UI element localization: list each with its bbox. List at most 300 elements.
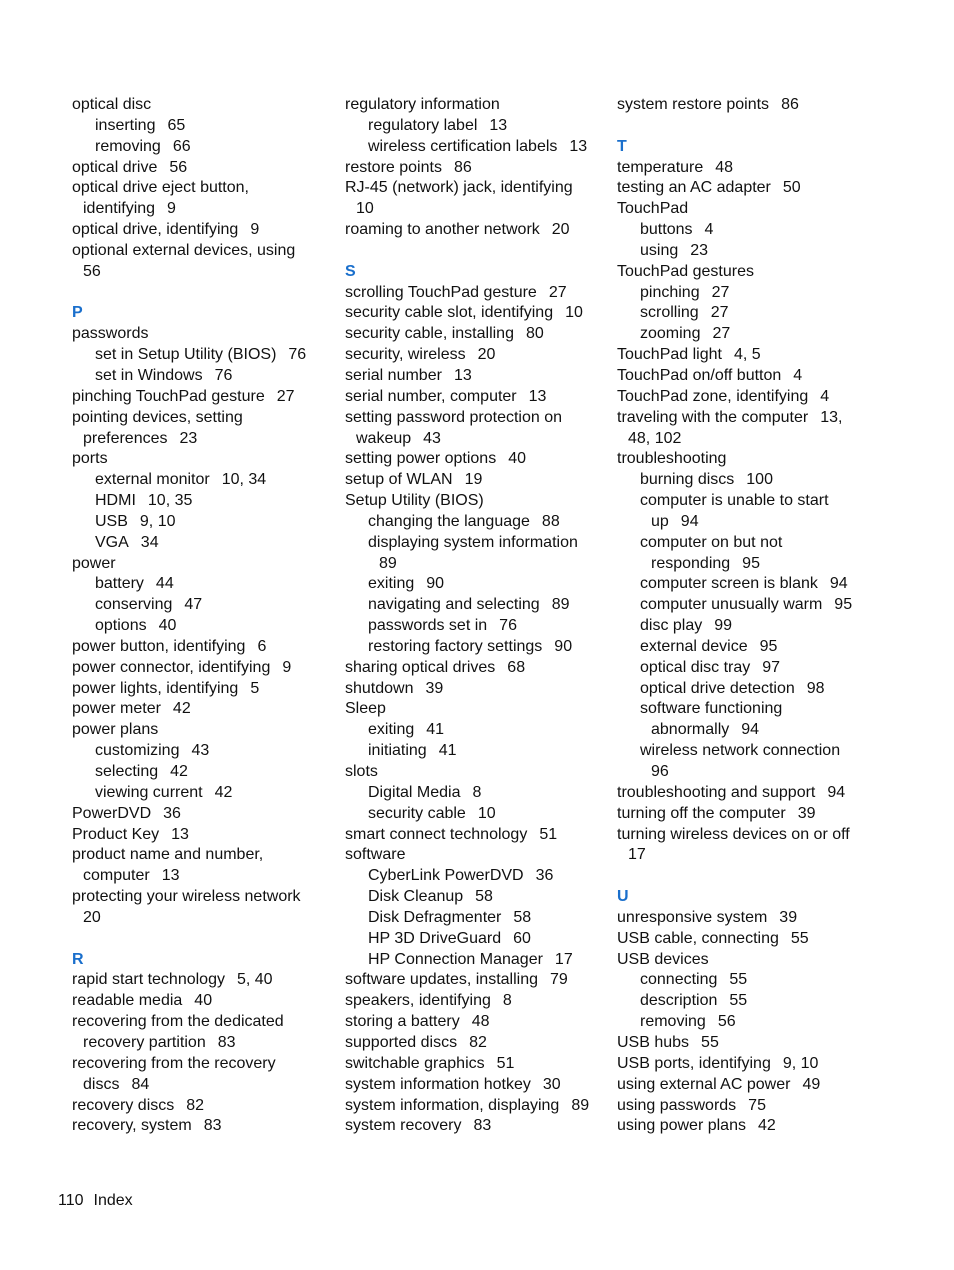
index-entry	[617, 262, 879, 283]
index-term: computer screen is blank	[640, 575, 818, 593]
index-term: recovering from the recovery	[72, 1054, 276, 1072]
index-page-ref[interactable]: 40	[194, 992, 213, 1010]
index-entry	[345, 449, 607, 470]
index-entry	[617, 1033, 879, 1054]
page-footer	[58, 1191, 133, 1211]
index-page-ref[interactable]: 13,	[820, 408, 843, 426]
index-page-ref[interactable]: 76	[214, 366, 233, 384]
index-term: zooming	[640, 325, 701, 343]
index-page-ref[interactable]: 68	[507, 658, 526, 676]
index-term: pinching TouchPad gesture	[72, 387, 265, 405]
index-page-ref[interactable]: 56	[169, 158, 188, 176]
index-subentry	[617, 699, 879, 720]
index-subentry	[345, 533, 607, 554]
index-term: navigating and selecting	[368, 596, 540, 614]
index-page-ref[interactable]: 23	[179, 429, 198, 447]
index-term: roaming to another network	[345, 221, 540, 239]
index-entry	[345, 1075, 607, 1096]
index-page-ref[interactable]: 49	[802, 1075, 821, 1093]
index-entry	[617, 449, 879, 470]
index-subentry	[617, 554, 879, 575]
index-page-ref[interactable]: 97	[762, 658, 781, 676]
index-entry	[345, 408, 607, 429]
index-term: optical drive, identifying	[72, 221, 239, 239]
index-page-ref[interactable]: 20	[477, 346, 496, 364]
index-page-ref[interactable]: 39	[779, 908, 798, 926]
index-page-ref[interactable]: 10	[477, 804, 496, 822]
index-entry	[617, 1116, 879, 1137]
index-subentry	[345, 783, 607, 804]
index-term: protecting your wireless network	[72, 888, 301, 906]
index-subentry	[72, 491, 334, 512]
index-page-ref[interactable]: 51	[539, 825, 558, 843]
index-subentry	[617, 595, 879, 616]
index-term: speakers, identifying	[345, 992, 491, 1010]
index-subentry	[345, 804, 607, 825]
index-entry-continuation	[72, 908, 334, 929]
index-entry-continuation	[72, 429, 334, 450]
index-page-ref[interactable]: 99	[714, 617, 733, 635]
index-term: setting power options	[345, 450, 497, 468]
index-subentry	[72, 512, 334, 533]
index-term: 10	[356, 200, 374, 218]
index-term: recovery, system	[72, 1117, 192, 1135]
index-page-ref[interactable]: 82	[186, 1096, 205, 1114]
index-term: TouchPad	[617, 200, 689, 218]
index-entry	[72, 387, 334, 408]
index-term: restoring factory settings	[368, 637, 543, 655]
index-page-ref[interactable]: 4	[820, 387, 830, 405]
index-page-ref[interactable]: 43	[423, 429, 441, 447]
index-entry	[72, 845, 334, 866]
index-term: recovery discs	[72, 1096, 175, 1114]
index-term: battery	[95, 575, 144, 593]
index-page-ref[interactable]: 30	[542, 1075, 561, 1093]
index-entry	[72, 449, 334, 470]
index-page-ref[interactable]: 95	[834, 596, 853, 614]
index-subentry	[345, 950, 607, 971]
index-subentry	[617, 241, 879, 262]
index-entry-continuation	[72, 866, 334, 887]
index-subentry	[617, 679, 879, 700]
index-page-ref[interactable]: 20	[551, 221, 570, 239]
index-page-ref[interactable]: 42	[214, 783, 233, 801]
index-page-ref[interactable]: 56	[717, 1013, 736, 1031]
index-subentry	[72, 616, 334, 637]
index-page-ref[interactable]: 39	[797, 804, 816, 822]
index-page-ref[interactable]: 42	[172, 700, 191, 718]
index-term: removing	[95, 137, 161, 155]
index-term: VGA	[95, 533, 129, 551]
index-subentry	[72, 470, 334, 491]
index-term: USB cable, connecting	[617, 929, 779, 947]
index-page-ref[interactable]: 13	[161, 867, 180, 885]
index-term: serial number	[345, 366, 442, 384]
index-entry	[345, 1096, 607, 1117]
index-page-ref[interactable]: 36	[535, 867, 554, 885]
index-term: TouchPad zone, identifying	[617, 387, 809, 405]
index-page-ref[interactable]: 48	[471, 1013, 490, 1031]
index-term: external device	[640, 637, 748, 655]
index-page-ref[interactable]: 100	[746, 471, 773, 489]
index-subentry	[617, 303, 879, 324]
index-page-ref[interactable]: 39	[425, 679, 444, 697]
index-page-ref[interactable]: 6	[257, 637, 267, 655]
index-term: 17	[628, 846, 646, 864]
index-term: Setup Utility (BIOS)	[345, 492, 484, 510]
index-entry-continuation	[72, 1033, 334, 1054]
index-page-ref[interactable]: 9, 10	[139, 512, 176, 530]
index-page-ref[interactable]: 17	[554, 950, 573, 968]
index-subentry	[345, 720, 607, 741]
index-term: rapid start technology	[72, 971, 225, 989]
index-term: viewing current	[95, 783, 203, 801]
index-subentry	[345, 116, 607, 137]
index-subentry	[617, 324, 879, 345]
index-term: CyberLink PowerDVD	[368, 867, 524, 885]
index-entry	[72, 220, 334, 241]
section-spacer	[617, 866, 879, 887]
index-term: optical drive detection	[640, 679, 795, 697]
index-page-ref[interactable]: 8	[472, 783, 482, 801]
index-page-ref[interactable]: 10, 35	[147, 492, 193, 510]
index-page-ref[interactable]: 5, 40	[236, 971, 273, 989]
index-page-ref[interactable]: 76	[499, 617, 517, 635]
index-term: scrolling TouchPad gesture	[345, 283, 537, 301]
index-page-ref[interactable]: 89	[571, 1096, 590, 1114]
index-term: slots	[345, 763, 378, 780]
index-subentry	[345, 908, 607, 929]
index-page-ref[interactable]: 42	[170, 763, 188, 780]
index-subentry	[617, 720, 879, 741]
section-spacer	[72, 283, 334, 304]
index-page-ref[interactable]: 27	[276, 387, 295, 405]
index-term: troubleshooting	[617, 450, 727, 468]
index-entry	[72, 324, 334, 345]
index-entry	[345, 470, 607, 491]
index-entry	[345, 324, 607, 345]
index-entry	[617, 908, 879, 929]
index-term: optical drive	[72, 158, 158, 176]
index-term: restore points	[345, 158, 442, 176]
index-entry-continuation	[72, 1075, 334, 1096]
index-term: wireless certification labels	[368, 137, 558, 155]
index-term: computer on but not	[640, 533, 783, 551]
index-term: responding	[651, 554, 731, 572]
index-page-ref[interactable]: 40	[158, 617, 177, 635]
index-entry	[617, 929, 879, 950]
index-term: ports	[72, 450, 108, 468]
index-term: Digital Media	[368, 783, 461, 801]
index-term: system information hotkey	[345, 1075, 531, 1093]
index-page-ref[interactable]: 27	[712, 325, 731, 343]
index-subentry	[345, 595, 607, 616]
index-page-ref[interactable]: 83	[217, 1033, 236, 1051]
index-term: security cable slot, identifying	[345, 304, 554, 322]
index-page-ref[interactable]: 95	[759, 637, 778, 655]
section-spacer	[617, 116, 879, 137]
index-entry	[617, 366, 879, 387]
index-page-ref[interactable]: 76	[288, 346, 307, 364]
index-entry-continuation	[345, 429, 607, 450]
index-term: testing an AC adapter	[617, 179, 771, 197]
index-page-ref[interactable]: 60	[513, 929, 531, 947]
index-page-ref[interactable]: 4	[793, 366, 803, 384]
index-page-ref[interactable]: 94	[741, 721, 760, 739]
index-page-ref[interactable]: 66	[172, 137, 191, 155]
index-subentry	[617, 637, 879, 658]
section-spacer	[72, 929, 334, 950]
index-entry	[617, 1054, 879, 1075]
index-page-ref[interactable]: 47	[184, 596, 203, 614]
index-entry	[72, 679, 334, 700]
index-page-ref[interactable]: 13	[528, 387, 547, 405]
index-page-ref[interactable]: 27	[711, 283, 730, 301]
index-page-ref[interactable]: 4, 5	[733, 346, 761, 364]
index-term: 48, 102	[628, 429, 682, 447]
index-letter-heading: P	[72, 304, 83, 322]
index-term: system restore points	[617, 96, 770, 113]
index-page-ref[interactable]: 42	[757, 1117, 776, 1135]
index-subentry	[617, 533, 879, 554]
index-page-ref[interactable]: 10, 34	[221, 471, 267, 489]
index-page-ref[interactable]: 80	[525, 325, 544, 343]
index-entry-continuation	[72, 199, 334, 220]
index-term: displaying system information	[368, 533, 578, 551]
index-page-ref[interactable]: 13	[171, 825, 189, 843]
index-page-ref[interactable]: 41	[426, 721, 445, 739]
index-page-ref[interactable]: 19	[464, 471, 483, 489]
index-letter-heading: U	[617, 888, 629, 906]
index-entry	[72, 970, 334, 991]
index-page-ref[interactable]: 90	[554, 637, 573, 655]
index-term: identifying	[83, 200, 156, 218]
index-page-ref[interactable]: 44	[155, 575, 174, 593]
index-term: computer unusually warm	[640, 596, 823, 614]
index-entry	[617, 408, 879, 429]
index-subentry	[617, 658, 879, 679]
index-subentry	[617, 762, 879, 783]
index-entry	[345, 679, 607, 700]
index-term: using external AC power	[617, 1075, 791, 1093]
index-term: power button, identifying	[72, 637, 246, 655]
index-entry	[345, 699, 607, 720]
index-term: selecting	[95, 763, 159, 780]
index-page-ref[interactable]: 36	[163, 804, 181, 822]
index-term: TouchPad on/off button	[617, 366, 782, 384]
index-term: changing the language	[368, 512, 530, 530]
index-term: storing a battery	[345, 1013, 460, 1031]
index-entry	[72, 1054, 334, 1075]
index-page-ref[interactable]: 98	[806, 679, 825, 697]
index-term: computer	[83, 867, 150, 885]
index-subentry	[72, 366, 334, 387]
index-letter-heading: T	[617, 137, 627, 155]
index-page-ref[interactable]: 9	[167, 200, 176, 218]
index-term: temperature	[617, 158, 704, 176]
index-term: system information, displaying	[345, 1096, 560, 1114]
index-page-ref[interactable]: 82	[469, 1033, 487, 1051]
index-entry	[72, 1012, 334, 1033]
index-term: recovering from the dedicated	[72, 1013, 284, 1031]
index-page-ref[interactable]: 4	[704, 221, 714, 239]
index-page-ref[interactable]: 13	[453, 366, 472, 384]
index-entry	[345, 1033, 607, 1054]
index-subentry	[617, 970, 879, 991]
index-page-ref[interactable]: 83	[203, 1117, 222, 1135]
index-page-ref[interactable]: 75	[748, 1096, 766, 1114]
index-page-ref[interactable]: 43	[191, 742, 210, 760]
index-page-ref[interactable]: 94	[680, 512, 699, 530]
index-subentry	[72, 762, 334, 783]
index-term: regulatory label	[368, 116, 478, 134]
index-term: conserving	[95, 596, 173, 614]
index-page-ref[interactable]: 41	[438, 742, 457, 760]
index-term: optical drive eject button,	[72, 179, 249, 197]
index-page-ref[interactable]: 10	[565, 304, 583, 322]
index-entry	[72, 804, 334, 825]
index-entry	[72, 1116, 334, 1137]
index-subentry	[345, 616, 607, 637]
index-page-ref[interactable]: 55	[729, 971, 748, 989]
index-entry	[345, 366, 607, 387]
index-term: optical disc tray	[640, 658, 751, 676]
index-page-ref[interactable]: 34	[140, 533, 159, 551]
index-term: options	[95, 617, 147, 635]
index-entry	[72, 991, 334, 1012]
index-term: readable media	[72, 992, 183, 1010]
index-entry	[72, 178, 334, 199]
index-page-ref[interactable]: 55	[701, 1033, 719, 1051]
index-page-ref[interactable]: 89	[551, 596, 570, 614]
index-subentry	[72, 595, 334, 616]
index-page-ref[interactable]: 50	[782, 179, 801, 197]
index-letter-heading: R	[72, 950, 84, 968]
index-page-ref[interactable]: 94	[829, 575, 848, 593]
index-term: computer is unable to start	[640, 492, 829, 510]
index-term: connecting	[640, 971, 718, 989]
index-page-ref[interactable]: 27	[548, 283, 567, 301]
index-term: optional external devices, using	[72, 241, 296, 259]
index-term: passwords	[72, 325, 149, 343]
index-page-ref[interactable]: 83	[473, 1117, 492, 1135]
index-term: software functioning	[640, 700, 783, 718]
index-subentry	[617, 491, 879, 512]
index-entry	[617, 825, 879, 846]
index-term: USB	[95, 512, 128, 530]
index-page-ref[interactable]: 9	[282, 658, 292, 676]
index-page-ref[interactable]: 27	[710, 304, 729, 322]
index-entry	[345, 491, 607, 512]
index-term: 89	[379, 554, 397, 572]
index-term: using	[640, 241, 679, 259]
index-term: power lights, identifying	[72, 679, 239, 697]
index-page-ref[interactable]: 65	[167, 116, 186, 134]
index-entry-continuation	[617, 429, 879, 450]
index-page-ref[interactable]: 40	[508, 450, 526, 468]
index-subentry	[345, 887, 607, 908]
index-term: setting password protection on	[345, 408, 563, 426]
index-entry	[345, 1012, 607, 1033]
index-page-ref[interactable]: 90	[426, 575, 445, 593]
index-term: customizing	[95, 742, 180, 760]
index-term: shutdown	[345, 679, 414, 697]
index-subentry	[72, 137, 334, 158]
index-term: using power plans	[617, 1117, 746, 1135]
index-term: wireless network connection	[640, 742, 841, 760]
index-term: supported discs	[345, 1033, 458, 1051]
index-entry	[345, 1116, 607, 1137]
index-page-ref[interactable]: 13	[489, 116, 508, 134]
index-entry	[617, 950, 879, 971]
index-page-ref[interactable]: 8	[502, 992, 512, 1010]
index-page-ref[interactable]: 55	[729, 992, 748, 1010]
index-entry	[72, 720, 334, 741]
index-term: removing	[640, 1013, 706, 1031]
index-term: PowerDVD	[72, 804, 152, 822]
index-page-ref[interactable]: 48	[715, 158, 734, 176]
index-page-ref[interactable]: 9	[250, 221, 260, 239]
index-entry	[72, 241, 334, 262]
index-page-ref[interactable]: 94	[827, 783, 846, 801]
index-term: pointing devices, setting	[72, 408, 243, 426]
index-page-ref[interactable]: 5	[250, 679, 260, 697]
index-page-ref[interactable]: 95	[742, 554, 760, 572]
index-page-ref[interactable]: 13	[569, 137, 588, 155]
footer-page-number: 110	[58, 1192, 84, 1209]
index-subentry	[617, 991, 879, 1012]
index-letter-heading: S	[345, 262, 356, 280]
index-term: system recovery	[345, 1117, 462, 1135]
index-term: Disk Cleanup	[368, 888, 464, 906]
index-term: regulatory information	[345, 96, 500, 113]
index-entry-continuation	[617, 845, 879, 866]
index-page-ref[interactable]: 23	[690, 241, 709, 259]
index-subentry	[345, 574, 607, 595]
index-term: power	[72, 554, 116, 572]
index-term: power connector, identifying	[72, 658, 271, 676]
index-page-ref[interactable]: 86	[453, 158, 472, 176]
index-term: 20	[83, 908, 101, 926]
index-page-ref[interactable]: 86	[781, 96, 799, 113]
index-page-ref[interactable]: 55	[790, 929, 809, 947]
index-entry	[345, 158, 607, 179]
index-term: USB hubs	[617, 1033, 690, 1051]
index-subentry	[617, 283, 879, 304]
index-term: HDMI	[95, 492, 136, 510]
index-page-ref[interactable]: 88	[541, 512, 560, 530]
index-term: passwords set in	[368, 617, 488, 635]
index-page-ref[interactable]: 58	[513, 908, 532, 926]
index-entry	[617, 95, 879, 116]
index-term: HP 3D DriveGuard	[368, 929, 502, 947]
index-entry	[72, 408, 334, 429]
index-term: preferences	[83, 429, 168, 447]
index-subentry	[72, 741, 334, 762]
index-page-ref[interactable]: 9, 10	[782, 1054, 819, 1072]
index-page-ref[interactable]: 58	[475, 888, 493, 906]
index-subentry	[345, 929, 607, 950]
index-term: buttons	[640, 221, 693, 239]
index-page-ref[interactable]: 84	[131, 1075, 150, 1093]
index-term: Disk Defragmenter	[368, 908, 502, 926]
index-entry	[345, 303, 607, 324]
index-term: TouchPad gestures	[617, 262, 754, 280]
index-entry-continuation	[72, 262, 334, 283]
index-page-ref[interactable]: 79	[550, 971, 568, 989]
index-page-ref[interactable]: 51	[496, 1054, 515, 1072]
index-entry	[345, 178, 607, 199]
